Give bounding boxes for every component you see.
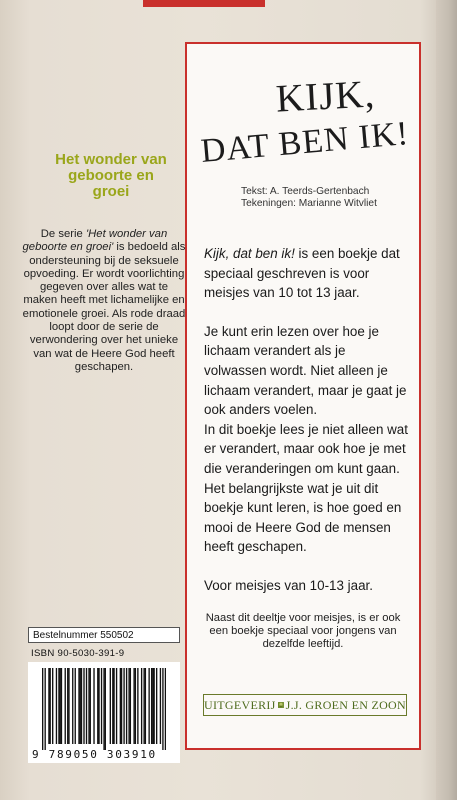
- book-title-line1: KIJK,: [274, 72, 377, 121]
- barcode-bar: [112, 668, 113, 744]
- barcode-bar: [123, 668, 124, 744]
- publisher-right: J.J. GROEN EN ZOON: [285, 697, 406, 712]
- barcode-bar: [135, 668, 136, 744]
- barcode-bar: [120, 668, 121, 744]
- red-top-strip: [143, 0, 265, 7]
- barcode-bar: [101, 668, 102, 744]
- barcode-bar: [58, 668, 59, 744]
- paragraph-3: Het belangrijkste wat je uit dit boekje kunt leren, is hoe goed en mooi de Heere God de mensen heeft geschapen.: [204, 480, 402, 555]
- barcode-bar: [61, 668, 62, 744]
- barcode-bar: [81, 668, 82, 744]
- barcode-bar: [50, 668, 51, 744]
- barcode-bar: [68, 668, 69, 744]
- barcode-bar: [105, 668, 106, 750]
- barcode-bar: [93, 668, 94, 744]
- barcode-bar: [141, 668, 142, 744]
- barcode-bar: [88, 668, 89, 744]
- barcode-bar: [56, 668, 57, 744]
- intro-paragraph: [204, 244, 410, 303]
- barcode-bar: [65, 668, 66, 744]
- barcode-bar: [145, 668, 146, 744]
- series-blurb: [22, 228, 186, 374]
- barcode-bar: [78, 668, 79, 744]
- barcode-bar: [156, 668, 157, 744]
- barcode-bar: [128, 668, 129, 744]
- description-panel: [185, 42, 421, 750]
- barcode-bar: [162, 668, 163, 750]
- barcode-bar: [143, 668, 144, 744]
- blurb-pre: De serie: [40, 228, 86, 240]
- paragraph-1: Je kunt erin lezen over hoe je lichaam verandert als je volwassen wordt. Niet alleen je lichaam verandert, maar je gaat je ook anders voelen.: [204, 323, 407, 418]
- barcode-bar: [165, 668, 166, 750]
- barcode-bar: [152, 668, 153, 744]
- barcode-bar: [52, 668, 53, 744]
- ean-number: 9 789050 303910: [32, 748, 157, 761]
- barcode-bar: [103, 668, 104, 750]
- credit-text: Tekst: A. Teerds-Gertenbach: [241, 186, 370, 197]
- barcode-area: [28, 662, 180, 763]
- barcode-bar: [75, 668, 76, 744]
- order-number-box: Bestelnummer 550502: [28, 627, 180, 643]
- barcode-bar: [126, 668, 127, 744]
- barcode-bar: [130, 668, 131, 744]
- barcode-bar: [133, 668, 134, 744]
- barcode-bar: [97, 668, 98, 744]
- description-text: [204, 200, 410, 596]
- barcode-bar: [67, 668, 68, 744]
- isbn-number: ISBN 90-5030-391-9: [31, 648, 125, 659]
- barcode-bar: [72, 668, 73, 744]
- paragraph-2: In dit boekje lees je niet alleen wat er verandert, maar ook hoe je met die veranderingen om kunt gaan.: [204, 421, 408, 476]
- barcode-bar: [86, 668, 87, 744]
- barcode-bar: [80, 668, 81, 744]
- barcode-bar: [60, 668, 61, 744]
- cover-edge: [436, 0, 457, 800]
- book-title-line2: DAT BEN IK!: [199, 114, 411, 171]
- paragraph-4: Voor meisjes van 10-13 jaar.: [204, 577, 373, 593]
- blurb-post: is bedoeld als ondersteuning bij de seksuele opvoeding. Er wordt voorlichting gegeven over alles wat te maken heeft met lichamelijke en emotionele groei. Als rode draad loopt door de serie de verwondering over het unieke van wat de Heere God heeft geschapen.: [22, 241, 186, 373]
- barcode-bar: [137, 668, 138, 744]
- barcode-bar: [110, 668, 111, 744]
- barcode-bar: [90, 668, 91, 744]
- barcode-bar: [98, 668, 99, 744]
- publisher-tree-icon: [278, 696, 284, 714]
- credit-drawings: Tekeningen: Marianne Witvliet: [241, 198, 377, 209]
- intro-rest: is een boekje dat speciaal geschreven is voor meisjes van 10 tot 13 jaar.: [204, 246, 400, 301]
- barcode-bar: [148, 668, 149, 744]
- series-title: Het wonder van geboorte en groei: [55, 151, 167, 200]
- barcode-bar: [153, 668, 154, 744]
- barcode-bar: [116, 668, 117, 744]
- barcode-bar: [151, 668, 152, 744]
- barcode-bar: [160, 668, 161, 744]
- publisher-left: UITGEVERIJ: [204, 697, 276, 712]
- intro-title: Kijk, dat ben ik!: [204, 246, 295, 261]
- publisher-logo: [203, 694, 407, 716]
- barcode-bar: [48, 668, 49, 744]
- barcode-icon: [42, 668, 166, 750]
- barcode-bar: [42, 668, 43, 750]
- companion-note: Naast dit deeltje voor meisjes, is er ook een boekje speciaal voor jongens van dezelfde leeftijd.: [205, 612, 401, 650]
- blurb-series-name: 'Het wonder van geboorte en groei': [22, 228, 168, 254]
- barcode-bar: [83, 668, 84, 744]
- barcode-bar: [113, 668, 114, 744]
- barcode-bar: [45, 668, 46, 750]
- barcode-bar: [121, 668, 122, 744]
